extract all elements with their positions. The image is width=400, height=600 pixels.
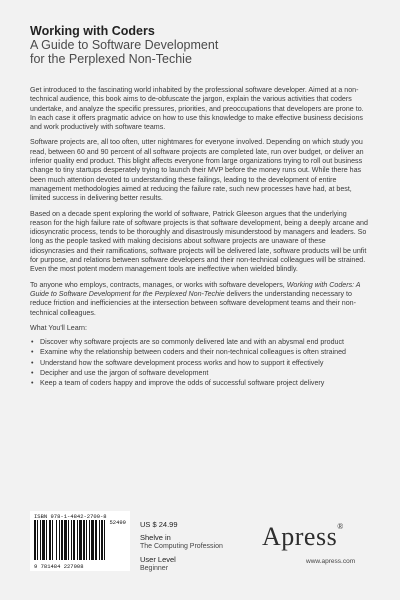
user-level-value: Beginner <box>140 565 169 572</box>
registered-mark: ® <box>337 522 344 531</box>
isbn-number: 9 781484 227008 <box>34 563 84 570</box>
apress-logo <box>262 522 344 552</box>
learn-list <box>30 338 370 388</box>
learn-item: • Decipher and use the jargon of software development <box>30 369 370 378</box>
user-level-label: User Level <box>140 555 176 564</box>
barcode-bar <box>34 520 36 560</box>
barcode-bar <box>68 520 69 560</box>
learn-heading: What You'll Learn: <box>30 323 87 332</box>
barcode-bar <box>52 520 53 560</box>
logo-text: Apress <box>262 522 338 551</box>
barcode-bar <box>77 520 78 560</box>
barcode-bar <box>42 520 45 560</box>
barcode-bar <box>101 520 103 560</box>
blurb-paragraph-4 <box>30 281 370 318</box>
barcode-bar <box>83 520 85 560</box>
blurb-paragraph-3: Based on a decade spent exploring the world of software, Patrick Gleeson argues that the underlying reason for the high failure rate of software projects is that software development, being a deeply arcane and idiosyncratic process, tends to be thoroughly and disastrously misunderstood by managers and leaders. So long as the people tasked with making decisions about software projects are unaware of these idiosyncrasies and their ramifications, software projects will be delivered late, software products will be unfit for purpose, and relations between software developers and their non-technical colleagues will be strained. Even the most potent modern management tools are ineffective when wielded blindly. <box>30 209 368 274</box>
barcode-bar <box>49 520 51 560</box>
shelve-category: The Computing Profession <box>140 543 223 550</box>
price: US $ 24.99 <box>140 520 178 529</box>
blurb <box>30 86 370 390</box>
barcode-bar <box>89 520 90 560</box>
book-title: Working with Coders <box>30 24 155 38</box>
barcode-image <box>34 520 126 562</box>
barcode-bar <box>73 520 75 560</box>
barcode-bar <box>86 520 87 560</box>
isbn-label: ISBN 978-1-4842-2700-8 <box>34 513 107 520</box>
barcode-bar <box>56 520 57 560</box>
barcode-bar <box>46 520 47 560</box>
learn-item: • Understand how the software development process works and how to support it effectively <box>30 359 370 368</box>
barcode-bar <box>37 520 38 560</box>
barcode-bar <box>71 520 72 560</box>
price-code: 52499 <box>109 519 126 526</box>
shelve-label: Shelve in <box>140 533 171 542</box>
paragraph-4-tail: delivers the understanding necessary to reduce friction and inefficiencies at the intersection between software development teams and their non-technical colleagues. <box>30 289 356 317</box>
barcode-bar <box>104 520 105 560</box>
blurb-paragraph-2: Software projects are, all too often, utter nightmares for everyone involved. Depending on which study you read, between 60 and 90 percent of all software projects are completed late, run over budget, or deliver an inferior quality end product. This blight affects everyone from large organizations trying to roll out business change to tiny startups desperately trying to launch their MVP before the money runs out. While there has been much attention devoted to understanding these failings, leading to the development of entire management methodologies aimed at reducing the failure rate, such new processes have had, at best, limited success in delivering better results. <box>30 138 364 203</box>
learn-item: • Keep a team of coders happy and improve the odds of successful software project delivery <box>30 379 370 388</box>
barcode-bar <box>91 520 94 560</box>
blurb-paragraph-1: Get introduced to the fascinating world inhabited by the professional software developer. Aimed at a non-technical audience, this book aims to de-obfuscate the jargon, explain the various activities that coders undertake, and analyze the specific pressures, priorities, and preoccupations that developers are prone to. In each case it offers pragmatic advice on how to use this knowledge to make effective business decisions and work productively with software teams. <box>30 86 364 132</box>
barcode-bar <box>59 520 60 560</box>
publisher-url: www.apress.com <box>306 558 356 565</box>
barcode-bar <box>95 520 97 560</box>
paragraph-4-lead: To anyone who employs, contracts, manages, or works with software developers, <box>30 280 287 289</box>
book-subtitle: A Guide to Software Development for the Perplexed Non-Techie <box>30 38 219 66</box>
paragraph-4-title: Working with Coders: A Guide to Software Development for the Perplexed Non-Techie <box>30 280 361 298</box>
barcode-bar <box>61 520 63 560</box>
learn-item: • Discover why software projects are so commonly delivered late and with an abysmal end product <box>30 338 370 347</box>
barcode-bar <box>99 520 100 560</box>
barcode-bar <box>40 520 41 560</box>
barcode-bar <box>64 520 67 560</box>
learn-item: • Examine why the relationship between coders and their non-technical colleagues is often strained <box>30 348 370 357</box>
barcode-box <box>30 511 130 571</box>
barcode-bar <box>79 520 82 560</box>
